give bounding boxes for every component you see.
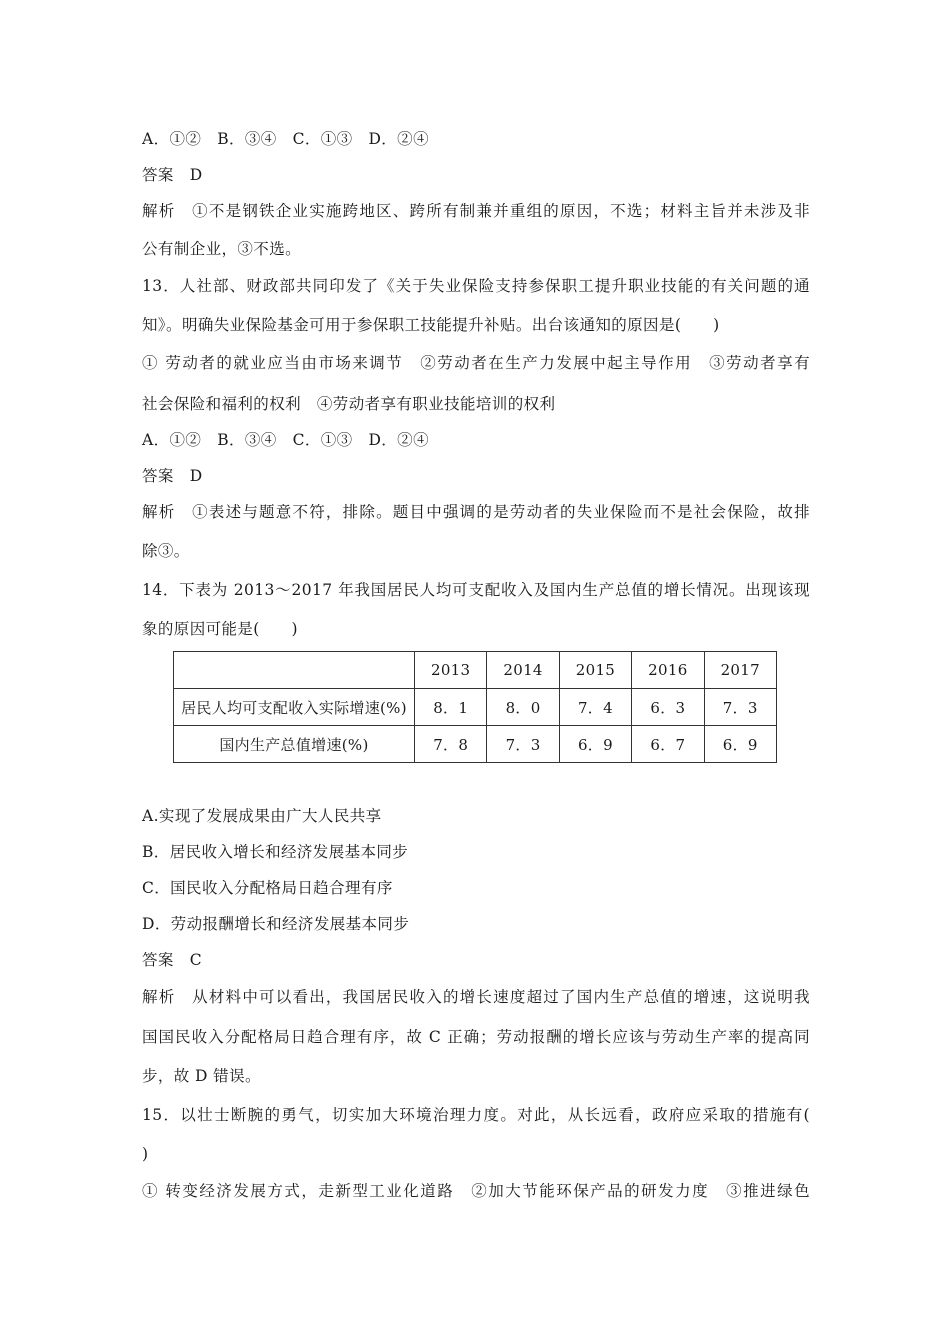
q13-stem-line1: 13．人社部、财政部共同印发了《关于失业保险支持参保职工提升职业技能的有关问题的通 (142, 277, 810, 295)
table-cell: 6．3 (632, 689, 704, 726)
q15-items-line1: ① 转变经济发展方式，走新型工业化道路 ②加大节能环保产品的研发力度 ③推进绿色 (142, 1182, 810, 1200)
q14-option-a: A.实现了发展成果由广大人民共享 (142, 807, 382, 825)
table-cell: 8．0 (487, 689, 559, 726)
table-row (174, 689, 777, 726)
q14-option-b: B．居民收入增长和经济发展基本同步 (142, 843, 409, 861)
table-cell: 6．9 (704, 726, 776, 763)
table-row-label: 国内生产总值增速(%) (174, 726, 415, 763)
q14-option-c: C．国民收入分配格局日趋合理有序 (142, 879, 393, 897)
q14-analysis-line2: 国国民收入分配格局日趋合理有序，故 C 正确；劳动报酬的增长应该与劳动生产率的提高同 (142, 1028, 810, 1046)
table-header-cell: 2017 (704, 652, 776, 689)
table-row-label: 居民人均可支配收入实际增速(%) (174, 689, 415, 726)
table-header-cell: 2014 (487, 652, 559, 689)
table-cell: 7．3 (487, 726, 559, 763)
q14-stem-line1: 14．下表为 2013～2017 年我国居民人均可支配收入及国内生产总值的增长情况。出现该现 (142, 581, 810, 599)
table-header-cell: 2016 (632, 652, 704, 689)
q13-answer: 答案 D (142, 467, 203, 485)
q12-options: A．①② B．③④ C．①③ D．②④ (142, 130, 429, 148)
table-cell: 6．9 (559, 726, 631, 763)
table-row (174, 726, 777, 763)
q13-options: A．①② B．③④ C．①③ D．②④ (142, 431, 429, 449)
table-header-cell: 2013 (415, 652, 487, 689)
q13-items-line2: 社会保险和福利的权利 ④劳动者享有职业技能培训的权利 (142, 395, 556, 413)
table-cell: 6．7 (632, 726, 704, 763)
q14-answer: 答案 C (142, 951, 202, 969)
q12-answer: 答案 D (142, 166, 203, 184)
table-cell: 8．1 (415, 689, 487, 726)
q12-analysis-line1: 解析 ①不是钢铁企业实施跨地区、跨所有制兼并重组的原因，不选；材料主旨并未涉及非 (142, 202, 810, 220)
q14-analysis-line1: 解析 从材料中可以看出，我国居民收入的增长速度超过了国内生产总值的增速，这说明我 (142, 988, 810, 1006)
q13-stem-line2: 知》。明确失业保险基金可用于参保职工技能提升补贴。出台该通知的原因是( ) (142, 316, 720, 334)
q15-stem-line1: 15．以壮士断腕的勇气，切实加大环境治理力度。对此，从长远看，政府应采取的措施有( (142, 1106, 810, 1124)
q13-items-line1: ① 劳动者的就业应当由市场来调节 ②劳动者在生产力发展中起主导作用 ③劳动者享有 (142, 354, 810, 372)
growth-table (173, 651, 777, 763)
q15-stem-line2: ) (142, 1145, 149, 1163)
q12-analysis-line2: 公有制企业，③不选。 (142, 240, 302, 258)
table-cell: 7．8 (415, 726, 487, 763)
table-header-row (174, 652, 777, 689)
q14-analysis-line3: 步，故 D 错误。 (142, 1067, 261, 1085)
table-header-cell: 2015 (559, 652, 631, 689)
q13-analysis-line2: 除③。 (142, 542, 190, 560)
q14-stem-line2: 象的原因可能是( ) (142, 620, 298, 638)
table-header-cell (174, 652, 415, 689)
table-cell: 7．3 (704, 689, 776, 726)
q13-analysis-line1: 解析 ①表述与题意不符，排除。题目中强调的是劳动者的失业保险而不是社会保险，故排 (142, 503, 810, 521)
table-cell: 7．4 (559, 689, 631, 726)
q14-option-d: D．劳动报酬增长和经济发展基本同步 (142, 915, 410, 933)
